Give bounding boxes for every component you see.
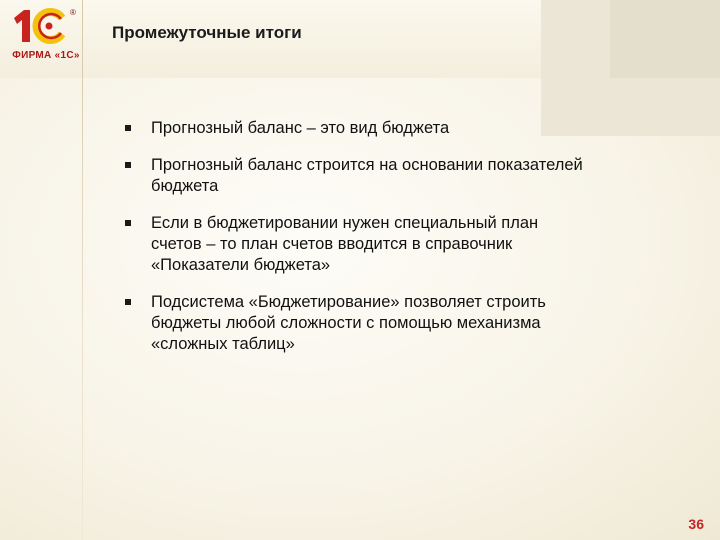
bullet-square-icon <box>125 125 131 131</box>
list-item-text: Прогнозный баланс строится на основании показателей бюджета <box>151 156 583 195</box>
slide-title: Промежуточные итоги <box>112 23 302 42</box>
bullet-list <box>125 118 585 371</box>
list-item-text: Подсистема «Бюджетирование» позволяет строить бюджеты любой сложности с помощью механизма «сложных таблиц» <box>151 293 546 353</box>
list-item-text: Если в бюджетировании нужен специальный план счетов – то план счетов вводится в справочник «Показатели бюджета» <box>151 214 539 274</box>
bullet-square-icon <box>125 162 131 168</box>
registered-mark: ® <box>70 8 76 17</box>
list-item <box>125 292 585 355</box>
page-number: 36 <box>688 516 704 532</box>
bullet-square-icon <box>125 299 131 305</box>
vertical-divider <box>82 0 83 540</box>
list-item <box>125 213 585 276</box>
decorative-square-accent <box>610 0 720 78</box>
list-item <box>125 155 585 197</box>
list-item-text: Прогнозный баланс – это вид бюджета <box>151 119 450 137</box>
bullet-square-icon <box>125 220 131 226</box>
company-name: ФИРМА «1С» <box>12 50 80 61</box>
1c-logo-icon <box>8 6 70 46</box>
company-logo <box>8 6 78 72</box>
list-item <box>125 118 585 139</box>
